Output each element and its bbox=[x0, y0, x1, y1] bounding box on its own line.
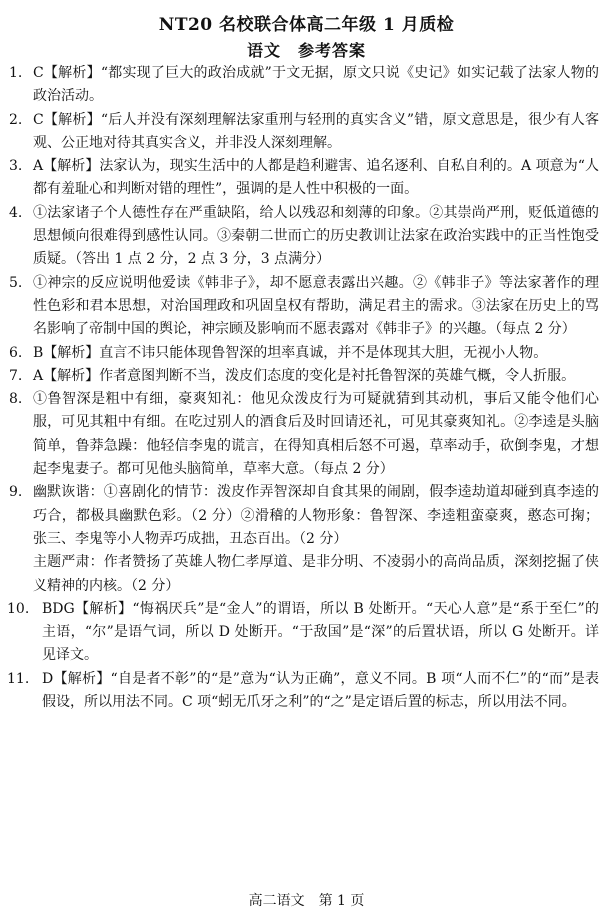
answer-number: 1. bbox=[9, 65, 23, 81]
answer-item-2 bbox=[0, 109, 613, 156]
answer-text: ①鲁智深是粗中有细，豪爽知礼：他见众泼皮行为可疑就猜到其动机，事后又能令他们心服，可见其粗中有细。在吃过别人的酒食后及时回请还礼，可见其豪爽知礼。②李逵是头脑简单，鲁莽急躁：他轻信李鬼的谎言，在得知真相后怒不可遏，草率动手，砍倒李鬼，才想起李鬼妻子。都可见他头脑简单，草率大意。（每点 2 分） bbox=[33, 391, 599, 478]
answer-item-10 bbox=[0, 598, 613, 668]
page-title: NT20 名校联合体高二年级 1 月质检 bbox=[158, 15, 455, 35]
answer-item-11 bbox=[0, 668, 613, 715]
answer-text: D【解析】“自是者不彰”的“是”意为“认为正确”，意义不同。B 项“人而不仁”的“而”是表假设，所以用法不同。C 项“蚓无爪牙之利”的“之”是定语后置的标志，所以用法不同。 bbox=[42, 670, 599, 711]
answer-text: 主题严肃：作者赞扬了英雄人物仁孝厚道、是非分明、不凌弱小的高尚品质，深刻挖掘了侠义精神的内核。（2 分） bbox=[33, 554, 599, 594]
answer-number: 2. bbox=[9, 111, 23, 128]
answer-text: ①法家诸子个人德性存在严重缺陷，给人以残忍和刻薄的印象。②其崇尚严刑，贬低道德的思想倾向很难得到感性认同。③秦朝二世而亡的历史教训让法家在政治实践中的正当性饱受质疑。（答出 1 点 2 分，2 点 3 分，3 点满分） bbox=[33, 204, 599, 268]
answer-item-7 bbox=[0, 365, 613, 388]
answer-text: C【解析】“后人并没有深刻理解法家重刑与轻刑的真实含义”错，原文意思是，很少有人客观、公正地对待其真实含义，并非没人深刻理解。 bbox=[33, 111, 599, 151]
answer-text: B【解析】直言不讳只能体现鲁智深的坦率真诚，并不是体现其大胆，无视小人物。 bbox=[33, 344, 548, 361]
answer-item-8 bbox=[0, 388, 613, 481]
answer-number: 4. bbox=[9, 204, 23, 221]
answer-number: 5. bbox=[9, 274, 23, 291]
page-footer: 高二语文 第 1 页 bbox=[248, 893, 365, 909]
answer-item-5 bbox=[0, 272, 613, 342]
answer-text: 幽默诙谐：①喜剧化的情节：泼皮作弄智深却自食其果的闹剧，假李逵劫道却碰到真李逵的巧合，都极具幽默色彩。（2 分）②滑稽的人物形象：鲁智深、李逵粗蛮豪爽，憨态可掬；张三、李鬼等小人物弄巧成拙，丑态百出。（2 分） bbox=[33, 484, 599, 547]
answer-text: A【解析】法家认为，现实生活中的人都是趋利避害、追名逐利、自私自利的。A 项意为“人都有羞耻心和判断对错的理性”，强调的是人性中积极的一面。 bbox=[33, 158, 599, 198]
answer-number: 3. bbox=[9, 158, 23, 175]
answer-number: 10. bbox=[7, 600, 30, 617]
answer-number: 7. bbox=[9, 367, 23, 384]
answer-number: 9. bbox=[9, 484, 23, 501]
answer-item-9 bbox=[0, 481, 613, 597]
answer-list bbox=[0, 62, 613, 714]
answer-number: 6. bbox=[9, 344, 23, 361]
answer-number: 11. bbox=[7, 670, 30, 687]
answer-item-6 bbox=[0, 342, 613, 365]
page-subtitle: 语文 参考答案 bbox=[246, 41, 366, 60]
answer-item-3 bbox=[0, 155, 613, 202]
answer-text: BDG【解析】“悔祸厌兵”是“金人”的谓语，所以 B 处断开。“天心人意”是“系于至仁”的主语，“尔”是语气词，所以 D 处断开。“于敌国”是“深”的后置状语，所以 G 处断开。详见译文。 bbox=[42, 600, 599, 664]
answer-item-1 bbox=[0, 62, 613, 109]
answer-number: 8. bbox=[9, 391, 23, 408]
answer-text: A【解析】作者意图判断不当，泼皮们态度的变化是衬托鲁智深的英雄气概，令人折服。 bbox=[33, 367, 576, 384]
answer-text: C【解析】“都实现了巨大的政治成就”于文无据，原文只说《史记》如实记载了法家人物的政治活动。 bbox=[33, 65, 599, 105]
answer-item-4 bbox=[0, 202, 613, 272]
answer-text: ①神宗的反应说明他爱读《韩非子》，却不愿意表露出兴趣。②《韩非子》等法家著作的理性色彩和君本思想，对治国理政和巩固皇权有帮助，满足君主的需求。③法家在历史上的骂名影响了帝制中国的舆论，神宗顾及影响而不愿表露对《韩非子》的兴趣。（每点 2 分） bbox=[33, 274, 599, 338]
